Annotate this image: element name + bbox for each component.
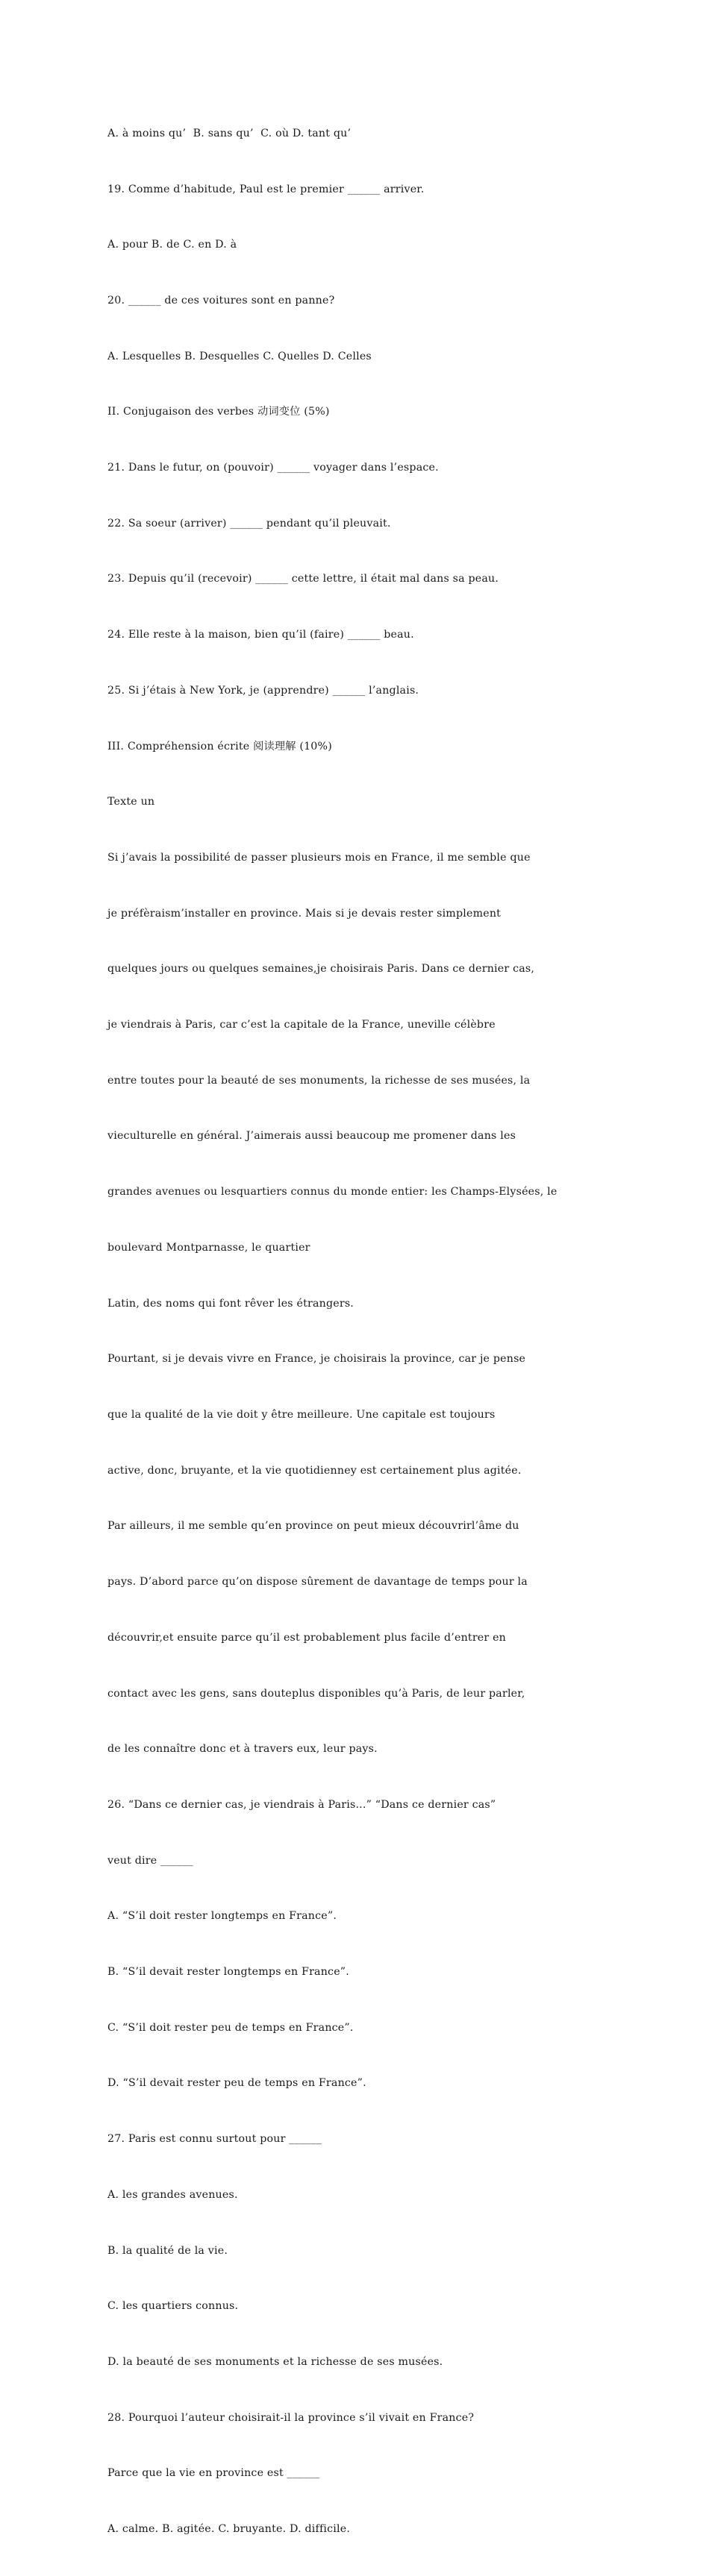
document-text bbox=[107, 87, 608, 2576]
question-26: 26. “Dans ce dernier cas, je viendrais à Paris...” “Dans ce dernier cas” bbox=[107, 1798, 496, 1811]
passage-line: découvrir,et ensuite parce qu’il est probablement plus facile d’entrer en bbox=[107, 1631, 507, 1644]
passage-line: pays. D’abord parce qu’on dispose sûrement de davantage de temps pour la bbox=[107, 1576, 528, 1589]
question-21: 21. Dans le futur, on (pouvoir) ______ voyager dans l’espace. bbox=[107, 462, 439, 474]
passage-line: Par ailleurs, il me semble qu’en province on peut mieux découvrirl’âme du bbox=[107, 1520, 519, 1533]
passage-line: vieculturelle en général. J’aimerais aussi beaucoup me promener dans les bbox=[107, 1130, 516, 1143]
answer-option: B. la qualité de la vie. bbox=[107, 2244, 228, 2257]
passage-line: je viendrais à Paris, car c’est la capitale de la France, uneville célèbre bbox=[107, 1019, 496, 1031]
question-19: 19. Comme d’habitude, Paul est le premier ______ arriver. bbox=[107, 183, 425, 195]
question-20: 20. ______ de ces voitures sont en panne? bbox=[107, 294, 335, 307]
answer-option: D. la beauté de ses monuments et la richesse de ses musées. bbox=[107, 2355, 443, 2368]
question-22: 22. Sa soeur (arriver) ______ pendant qu’il pleuvait. bbox=[107, 517, 391, 530]
answer-options-q28: A. calme. B. agitée. C. bruyante. D. difficile. bbox=[107, 2523, 351, 2536]
question-24: 24. Elle reste à la maison, bien qu’il (faire) ______ beau. bbox=[107, 629, 414, 641]
text-title: Texte un bbox=[107, 796, 155, 808]
answer-option: B. “S’il devait rester longtemps en France”. bbox=[107, 1966, 349, 1979]
passage-line: boulevard Montparnasse, le quartier bbox=[107, 1241, 310, 1254]
question-28: 28. Pourquoi l’auteur choisirait-il la province s’il vivait en France? bbox=[107, 2411, 475, 2424]
passage-line: Pourtant, si je devais vivre en France, je choisirais la province, car je pense bbox=[107, 1353, 526, 1366]
section-heading-conjugaison: II. Conjugaison des verbes 动词变位 (5%) bbox=[107, 406, 330, 418]
passage-line: entre toutes pour la beauté de ses monuments, la richesse de ses musées, la bbox=[107, 1074, 531, 1087]
answer-options-q20: A. Lesquelles B. Desquelles C. Quelles D. Celles bbox=[107, 350, 372, 362]
passage-line: contact avec les gens, sans douteplus disponibles qu’à Paris, de leur parler, bbox=[107, 1687, 525, 1700]
passage-line: que la qualité de la vie doit y être meilleure. Une capitale est toujours bbox=[107, 1408, 496, 1421]
question-26-cont: veut dire ______ bbox=[107, 1854, 193, 1867]
question-28-cont: Parce que la vie en province est ______ bbox=[107, 2467, 320, 2480]
answer-option: A. “S’il doit rester longtemps en France”. bbox=[107, 1910, 337, 1923]
passage-line: je préfèraism’installer en province. Mais si je devais rester simplement bbox=[107, 907, 502, 920]
question-23: 23. Depuis qu’il (recevoir) ______ cette lettre, il était mal dans sa peau. bbox=[107, 573, 499, 585]
passage-line: active, donc, bruyante, et la vie quotidienney est certainement plus agitée. bbox=[107, 1464, 522, 1477]
passage-line: quelques jours ou quelques semaines,je choisirais Paris. Dans ce dernier cas, bbox=[107, 963, 535, 976]
answer-options-q19: A. pour B. de C. en D. à bbox=[107, 239, 237, 251]
answer-option: A. les grandes avenues. bbox=[107, 2188, 238, 2201]
passage-line: de les connaître donc et à travers eux, leur pays. bbox=[107, 1743, 378, 1756]
answer-option: D. “S’il devait rester peu de temps en France”. bbox=[107, 2077, 366, 2090]
passage-line: Si j’avais la possibilité de passer plusieurs mois en France, il me semble que bbox=[107, 851, 531, 864]
question-25: 25. Si j’étais à New York, je (apprendre) ______ l’anglais. bbox=[107, 684, 419, 697]
passage-line: grandes avenues ou lesquartiers connus du monde entier: les Champs-Elysées, le bbox=[107, 1186, 557, 1199]
answer-option: C. les quartiers connus. bbox=[107, 2300, 239, 2313]
section-heading-comprehension: III. Compréhension écrite 阅读理解 (10%) bbox=[107, 740, 332, 753]
passage-line: Latin, des noms qui font rêver les étrangers. bbox=[107, 1297, 354, 1310]
question-27: 27. Paris est connu surtout pour ______ bbox=[107, 2133, 322, 2146]
answer-option: C. “S’il doit rester peu de temps en France”. bbox=[107, 2021, 354, 2034]
answer-options-q18: A. à moins qu’ B. sans qu’ C. où D. tant qu’ bbox=[107, 127, 352, 139]
